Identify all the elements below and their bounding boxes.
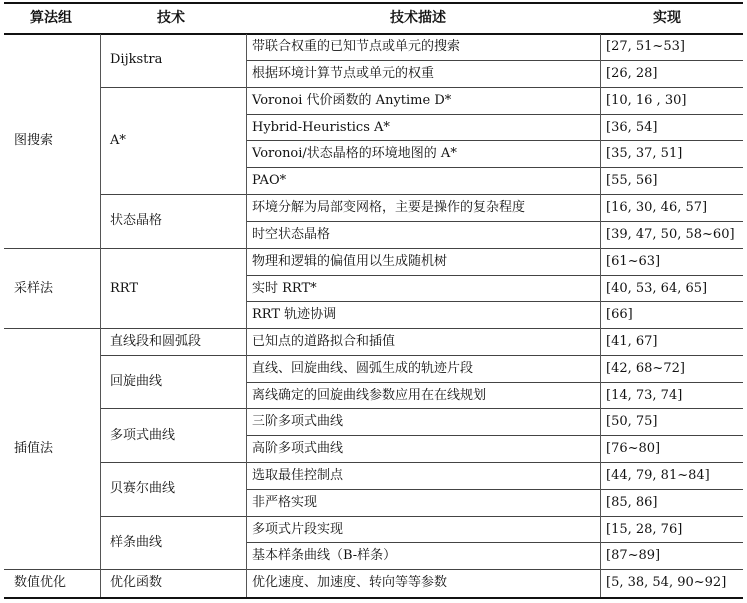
row-impl: [40, 53, 64, 65] (606, 281, 708, 296)
row-desc: 非严格实现 (252, 495, 318, 510)
row-impl: [36, 54] (606, 120, 658, 135)
row-desc: 基本样条曲线（B-样条） (252, 548, 397, 563)
tech-divider (100, 408, 743, 409)
tech-divider (100, 516, 743, 517)
table-bottom-rule (4, 597, 743, 599)
group-divider (4, 248, 743, 249)
row-desc: PAO* (252, 173, 287, 188)
row-desc: 已知点的道路拟合和插值 (252, 334, 396, 349)
header-bottom-rule (4, 33, 743, 35)
row-impl: [16, 30, 46, 57] (606, 200, 708, 215)
row-desc: 带联合权重的已知节点或单元的搜索 (252, 39, 461, 54)
row-divider (246, 275, 743, 276)
column-divider-2 (246, 34, 247, 597)
row-impl: [41, 67] (606, 334, 658, 349)
tech-rrt: RRT (110, 281, 139, 296)
row-divider (246, 60, 743, 61)
tech-dijkstra: Dijkstra (110, 52, 163, 67)
row-desc: RRT 轨迹协调 (252, 307, 337, 322)
row-impl: [27, 51~53] (606, 39, 685, 54)
row-divider (246, 114, 743, 115)
row-impl: [39, 47, 50, 58~60] (606, 227, 735, 242)
tech-optimization-function: 优化函数 (110, 575, 163, 590)
row-desc: 时空状态晶格 (252, 227, 331, 242)
row-desc: 选取最佳控制点 (252, 468, 344, 483)
header-group: 算法组 (30, 10, 72, 26)
row-desc: 三阶多项式曲线 (252, 414, 344, 429)
row-divider (246, 489, 743, 490)
row-impl: [14, 73, 74] (606, 388, 683, 403)
row-desc: Voronoi 代价函数的 Anytime D* (252, 93, 452, 108)
row-impl: [55, 56] (606, 173, 658, 188)
row-desc: Voronoi/状态晶格的环境地图的 A* (252, 146, 457, 161)
row-impl: [76~80] (606, 441, 661, 456)
row-desc: 高阶多项式曲线 (252, 441, 344, 456)
row-impl: [10, 16 , 30] (606, 93, 687, 108)
group-numeric-optimization: 数值优化 (14, 575, 67, 590)
table-top-rule (4, 2, 743, 4)
group-interpolation: 插值法 (14, 441, 54, 456)
column-divider-3 (600, 34, 601, 597)
row-impl: [66] (606, 307, 633, 322)
header-desc: 技术描述 (390, 10, 446, 26)
tech-line-arc: 直线段和圆弧段 (110, 334, 202, 349)
tech-divider (100, 355, 743, 356)
row-divider (246, 301, 743, 302)
row-impl: [15, 28, 76] (606, 522, 683, 537)
tech-spline: 样条曲线 (110, 535, 163, 550)
group-divider (4, 328, 743, 329)
header-tech: 技术 (157, 10, 185, 26)
row-divider (246, 542, 743, 543)
column-divider-1 (100, 34, 101, 597)
row-impl: [42, 68~72] (606, 361, 685, 376)
row-impl: [44, 79, 81~84] (606, 468, 710, 483)
row-divider (246, 382, 743, 383)
row-desc: 离线确定的回旋曲线参数应用在在线规划 (252, 388, 487, 403)
tech-state-lattice: 状态晶格 (110, 213, 163, 228)
row-divider (246, 221, 743, 222)
row-impl: [85, 86] (606, 495, 658, 510)
tech-divider (100, 462, 743, 463)
row-impl: [61~63] (606, 254, 661, 269)
row-impl: [26, 28] (606, 66, 658, 81)
row-divider (246, 435, 743, 436)
row-impl: [50, 75] (606, 414, 658, 429)
row-desc: 环境分解为局部变网格，主要是操作的复杂程度 (252, 200, 526, 215)
row-desc: 根据环境计算节点或单元的权重 (252, 66, 435, 81)
row-impl: [5, 38, 54, 90~92] (606, 575, 727, 590)
row-desc: 多项式片段实现 (252, 522, 344, 537)
row-divider (246, 140, 743, 141)
tech-polynomial: 多项式曲线 (110, 428, 176, 443)
row-desc: 直线、回旋曲线、圆弧生成的轨迹片段 (252, 361, 474, 376)
row-desc: 物理和逻辑的偏值用以生成随机树 (252, 254, 448, 269)
row-desc: 实时 RRT* (252, 281, 317, 296)
row-divider (246, 167, 743, 168)
tech-a-star: A* (110, 133, 126, 148)
tech-divider (100, 87, 743, 88)
row-desc: 优化速度、加速度、转向等等参数 (252, 575, 448, 590)
row-impl: [87~89] (606, 548, 661, 563)
group-divider (4, 569, 743, 570)
tech-divider (100, 194, 743, 195)
group-sampling: 采样法 (14, 281, 54, 296)
header-impl: 实现 (653, 10, 681, 26)
row-impl: [35, 37, 51] (606, 146, 683, 161)
row-desc: Hybrid-Heuristics A* (252, 120, 390, 135)
group-graph-search: 图搜索 (14, 133, 54, 148)
tech-clothoid: 回旋曲线 (110, 374, 163, 389)
tech-bezier: 贝赛尔曲线 (110, 481, 176, 496)
